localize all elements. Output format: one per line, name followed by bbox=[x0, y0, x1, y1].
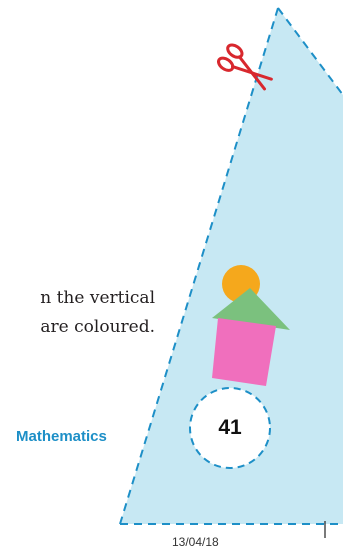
body-text-line-2: are coloured. bbox=[40, 317, 155, 337]
pink-square bbox=[212, 318, 276, 386]
body-text-line-1: n the vertical bbox=[40, 288, 155, 308]
subject-label: Mathematics bbox=[16, 428, 107, 445]
print-date: 13/04/18 bbox=[172, 535, 219, 549]
page-number: 41 bbox=[218, 416, 242, 439]
